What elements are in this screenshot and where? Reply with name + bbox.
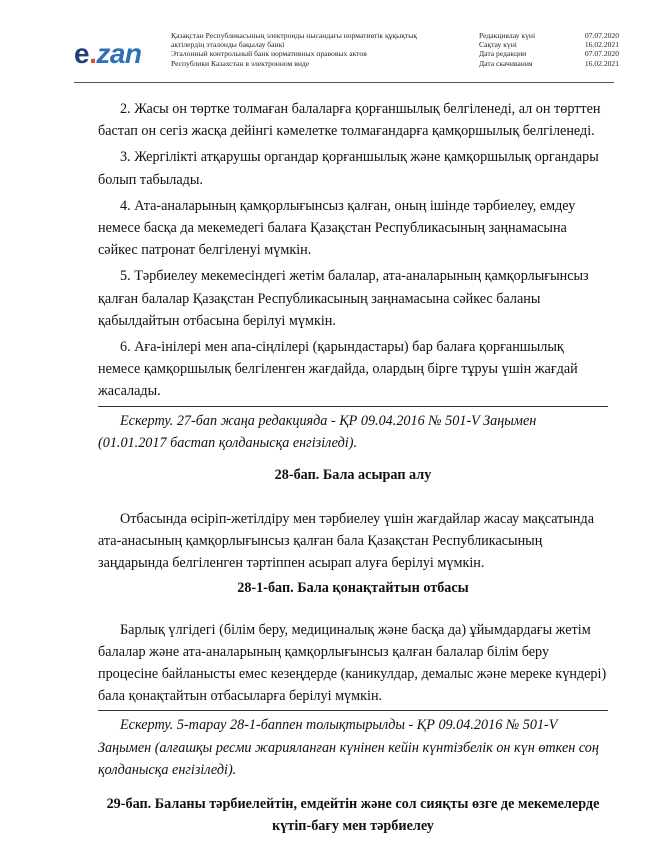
header-line: Республики Казахстан в электронном виде bbox=[171, 58, 310, 68]
article-29-heading: 29-бап. Баланы тәрбиелейтін, емдейтін және сол сияқты өзге де мекемелерде күтіп-бағу мен тәрбиелеу bbox=[106, 796, 600, 835]
meta-value: 07.07.2020 bbox=[584, 31, 619, 40]
article-28-heading: 28-бап. Бала асырап алу bbox=[274, 467, 432, 484]
meta-label: Сақтау күні bbox=[479, 40, 517, 50]
paragraph-6: 6. Аға-інілері мен апа-сіңлілері (қарындастары) бар балаға қорғаншылық немесе қамқоршылық белгіленген жағдайда, олардың бірге тұруы үшін жағдай жасалады. bbox=[98, 339, 578, 400]
meta-row bbox=[479, 59, 619, 68]
meta-label: Дата редакции bbox=[479, 49, 527, 59]
meta-value: 07.07.2020 bbox=[584, 49, 619, 59]
page-header bbox=[74, 29, 619, 81]
meta-value: 16.02.2021 bbox=[584, 58, 619, 68]
ezan-logo bbox=[74, 40, 142, 68]
paragraph-4: 4. Ата-аналарының қамқорлығынсыз қалған, оның ішінде тәрбиелеу, емдеу немесе басқа да мекемедегі балаға Қазақстан Республикасының заңнамасына сәйкес патронат белгіленуі мүмкін. bbox=[98, 197, 576, 259]
amendment-note-28-1: Ескерту. 5-тарау 28-1-баппен толықтырылды - ҚР 09.04.2016 № 501-V Заңымен (алғашқы ресми жарияланған күнінен кейін күнтізбелік он күн өткен соң қолданысқа енгізіледі). bbox=[98, 717, 599, 778]
header-institution-text bbox=[171, 31, 471, 68]
document-body bbox=[98, 98, 608, 837]
meta-row bbox=[479, 40, 619, 49]
header-line: Эталонный контрольный банк нормативных правовых актов bbox=[171, 49, 367, 59]
header-line: Қазақстан Республикасының электронды нысандағы нормативтік құқықтық bbox=[171, 31, 418, 40]
header-line: актілердің эталонды бақылау банкі bbox=[171, 40, 285, 50]
header-divider bbox=[74, 82, 614, 83]
article-28-1-heading: 28-1-бап. Бала қонақтайтын отбасы bbox=[237, 579, 469, 596]
meta-label: Редакциялау күні bbox=[479, 31, 536, 40]
note-divider bbox=[98, 710, 608, 711]
meta-row bbox=[479, 49, 619, 58]
note-divider bbox=[98, 406, 608, 407]
logo-zan: zan bbox=[96, 38, 142, 69]
paragraph-2: 2. Жасы он төртке толмаған балаларға қорғаншылық белгіленеді, ал он төрттен бастап он сегіз жасқа дейінгі кәмелетке толмағандарға қамқоршылық белгіленеді. bbox=[98, 101, 601, 140]
article-28-1-text: Барлық үлгідегі (білім беру, медициналық және басқа да) ұйымдардағы жетім балалар және ата-аналарының қамқорлығынсыз қалған балалар білім беру процесіне байланысты емес кезеңдерде (каникулдар, демалыс және мереке күндері) бала қонақтайтын отбасыларға берілуі мүмкін. bbox=[98, 621, 607, 705]
meta-row bbox=[479, 31, 619, 40]
paragraph-3: 3. Жергілікті атқарушы органдар қорғаншылық және қамқоршылық органдары болып табылады. bbox=[98, 149, 599, 188]
meta-label: Дата скачивания bbox=[479, 58, 533, 68]
logo-dot: . bbox=[89, 38, 97, 69]
meta-value: 16.02.2021 bbox=[584, 40, 619, 50]
header-dates bbox=[479, 31, 619, 68]
amendment-note-27: Ескерту. 27-бап жаңа редакцияда - ҚР 09.04.2016 № 501-V Заңымен (01.01.2017 бастап қолданысқа енгізіледі). bbox=[98, 412, 537, 451]
logo-e: e bbox=[74, 38, 90, 69]
article-28-text: Отбасында өсіріп-жетілдіру мен тәрбиелеу үшін жағдайлар жасау мақсатында ата-анасының қамқорлығынсыз қалған бала Қазақстан Республикасының заңдарында белгіленген тәртіппен асырап алуға берілуі мүмкін. bbox=[98, 511, 594, 572]
paragraph-5: 5. Тәрбиелеу мекемесіндегі жетім балалар, ата-аналарының қамқорлығынсыз қалған балалар Қазақстан Республикасының заңнамасына сәйкес баланы қабылдайтын отбасына берілуі мүмкін. bbox=[98, 268, 589, 329]
